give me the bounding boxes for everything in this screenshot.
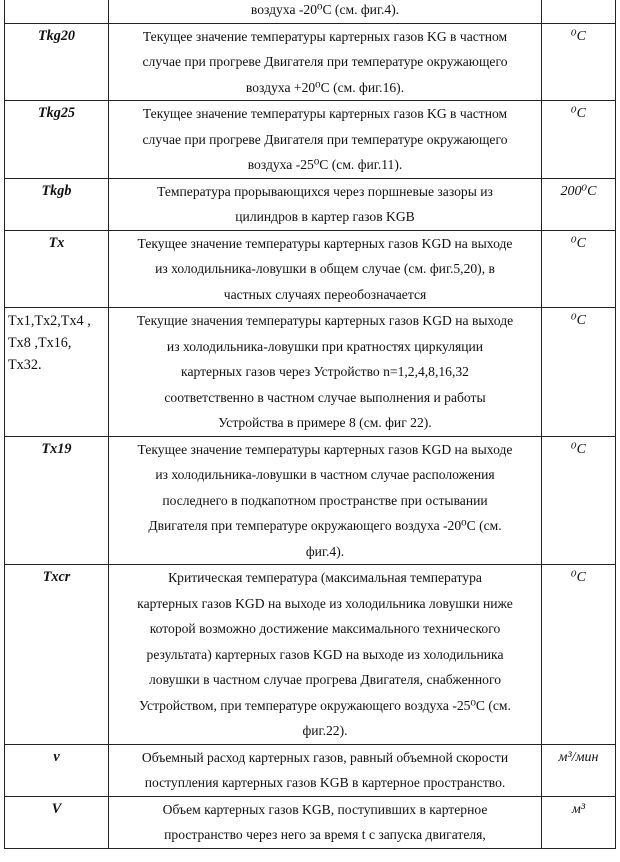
description-line: картерных газов KGD на выходе из холодильника ловушки ниже xyxy=(137,595,513,611)
table-row xyxy=(5,308,616,437)
description-line: воздуха -25⁰С (см. фиг.11). xyxy=(247,157,403,172)
description-line: последнего в подкапотном пространстве при остывании xyxy=(162,492,488,508)
description-cell xyxy=(109,23,542,101)
description-cell xyxy=(109,0,542,23)
unit-cell: м³/мин xyxy=(542,744,616,796)
symbol-cell: v xyxy=(5,744,109,796)
definitions-table xyxy=(4,0,616,849)
description-line: воздуха +20⁰С (см. фиг.16). xyxy=(245,79,405,95)
symbol-cell xyxy=(5,308,109,437)
description-line: Текущее значение температуры картерных газов KGD на выходе xyxy=(137,235,513,251)
description-line: которой возможно достижение максимального технического xyxy=(149,621,501,636)
description-cell xyxy=(109,101,542,179)
table-row xyxy=(5,0,616,23)
description-cell xyxy=(109,796,542,848)
symbol-line: Tx1,Tx2,Tx4 , xyxy=(8,313,91,329)
description-line: Текущее значение температуры картерных газов KGD на выходе xyxy=(137,441,513,457)
table-row xyxy=(5,565,616,745)
description-cell xyxy=(109,436,542,565)
description-line: Объем картерных газов KGB, поступивших в картерное xyxy=(162,801,488,817)
symbol-cell: Tkgb xyxy=(5,178,109,230)
definitions-table-body xyxy=(5,0,616,848)
unit-cell: ⁰C xyxy=(542,565,616,745)
table-row xyxy=(5,436,616,565)
description-line: частных случаях переобозначается xyxy=(223,286,427,302)
symbol-cell: Tkg25 xyxy=(5,101,109,179)
description-line: из холодильника-ловушки в общем случае (см. фиг.5,20), в xyxy=(155,261,495,276)
description-line: Текущее значение температуры картерных газов KG в частном xyxy=(142,28,508,44)
unit-cell: ⁰C xyxy=(542,101,616,179)
description-line: картерных газов через Устройство n=1,2,4,8,16,32 xyxy=(181,364,469,379)
unit-cell: ⁰C xyxy=(542,23,616,101)
description-line: Текущие значения температуры картерных газов KGD на выходе xyxy=(136,313,514,328)
symbol-line: Tx8 ,Tx16, xyxy=(8,335,72,351)
description-line: результата) картерных газов KGD на выходе из холодильника xyxy=(146,646,504,662)
symbol-cell: Tx19 xyxy=(5,436,109,565)
description-line: ловушки в частном случае прогрева Двигателя, снабженного xyxy=(149,672,501,687)
description-line: соответственно в частном случае выполнения и работы xyxy=(164,389,486,405)
symbol-cell: V xyxy=(5,796,109,848)
table-row xyxy=(5,178,616,230)
description-line: Устройством, при температуре окружающего воздуха -25⁰С (см. xyxy=(139,697,511,713)
description-cell xyxy=(109,565,542,745)
unit-cell: м³ xyxy=(542,796,616,848)
description-line: поступления картерных газов KGB в картерное пространство. xyxy=(144,775,506,790)
symbol-cell: Txcr xyxy=(5,565,109,745)
description-line: Двигателя при температуре окружающего воздуха -20⁰С (см. xyxy=(148,518,502,533)
description-line: пространство через него за время t с запуска двигателя, xyxy=(164,827,486,842)
description-line: фиг.4). xyxy=(305,543,345,559)
unit-cell: ⁰C xyxy=(542,230,616,308)
description-cell xyxy=(109,178,542,230)
table-row xyxy=(5,101,616,179)
symbol-cell: Tkg20 xyxy=(5,23,109,101)
unit-cell: ⁰C xyxy=(542,436,616,565)
symbol-cell: Tx xyxy=(5,230,109,308)
description-line: Объемный расход картерных газов, равный объемной скорости xyxy=(141,749,509,765)
description-line: фиг.22). xyxy=(302,723,348,738)
description-line: случае при прогреве Двигателя при температуре окружающего xyxy=(142,131,508,147)
symbol-line: Tx32. xyxy=(8,357,42,373)
table-row xyxy=(5,796,616,848)
description-line: Устройства в примере 8 (см. фиг 22). xyxy=(218,415,432,430)
description-line: Текущее значение температуры картерных газов KG в частном xyxy=(142,106,508,121)
unit-cell: ⁰C xyxy=(542,308,616,437)
description-line: воздуха -20⁰С (см. фиг.4). xyxy=(250,2,400,17)
unit-cell: 200⁰C xyxy=(542,178,616,230)
table-row xyxy=(5,23,616,101)
description-line: случае при прогреве Двигателя при температуре окружающего xyxy=(142,54,508,69)
description-line: из холодильника-ловушки в частном случае расположения xyxy=(155,467,495,482)
description-line: Температура прорывающихся через поршневые зазоры из xyxy=(157,183,493,199)
symbol-cell xyxy=(5,0,109,23)
description-line: цилиндров в картер газов KGB xyxy=(235,209,415,224)
description-line: из холодильника-ловушки при кратностях циркуляции xyxy=(166,338,484,354)
unit-cell xyxy=(542,0,616,23)
table-row xyxy=(5,744,616,796)
description-cell xyxy=(109,308,542,437)
description-line: Критическая температура (максимальная температура xyxy=(168,570,482,585)
table-row xyxy=(5,230,616,308)
description-cell xyxy=(109,230,542,308)
description-cell xyxy=(109,744,542,796)
